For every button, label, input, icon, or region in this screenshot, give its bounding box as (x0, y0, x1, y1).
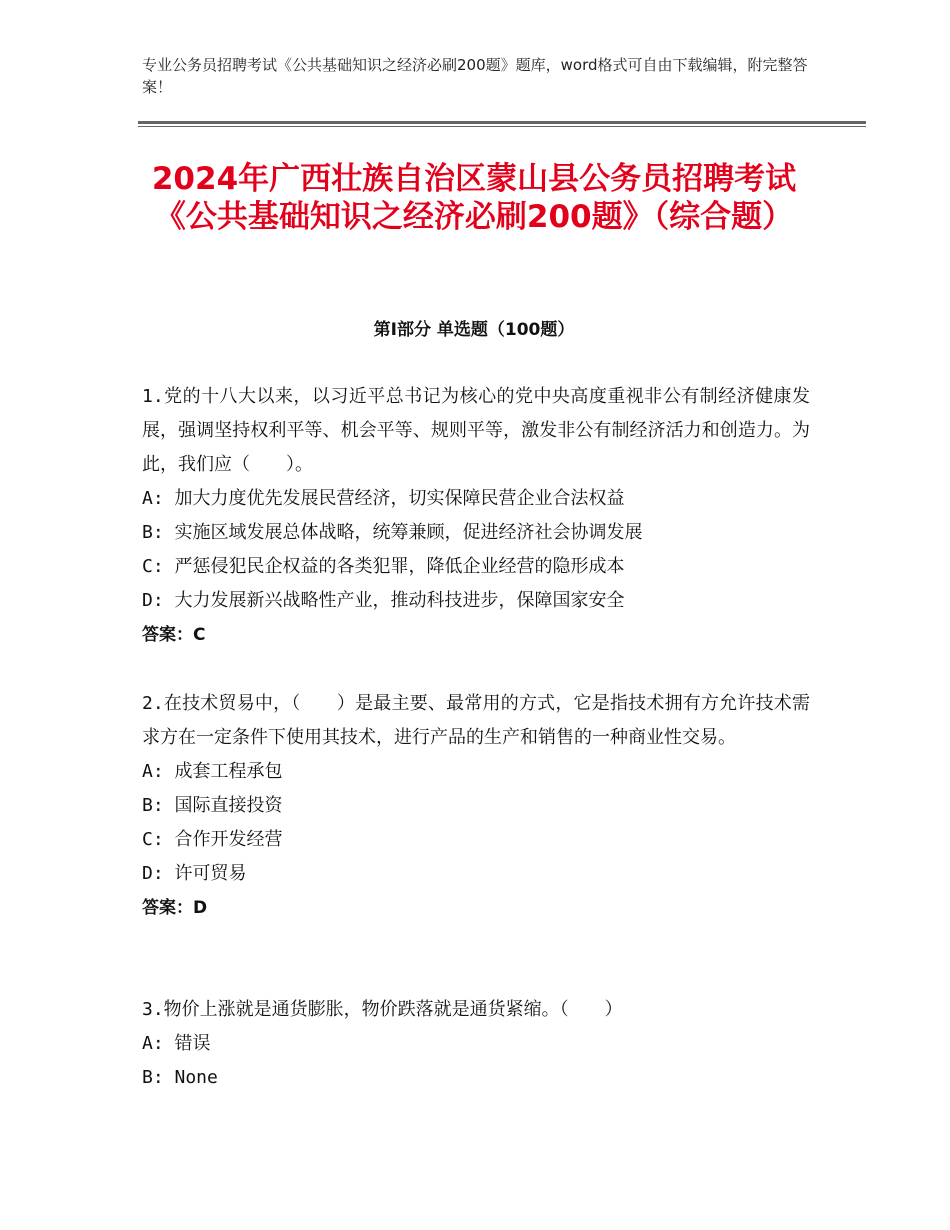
section-title: 第Ⅰ部分 单选题（100题） (373, 320, 575, 340)
question-2 (142, 687, 810, 925)
option-d: D: 许可贸易 (142, 863, 247, 884)
option-c: C: 合作开发经营 (142, 829, 283, 850)
header-rule-thick (138, 121, 866, 124)
option-a: A: 加大力度优先发展民营经济，切实保障民营企业合法权益 (142, 488, 625, 509)
option-b: B: 实施区域发展总体战略，统筹兼顾，促进经济社会协调发展 (142, 522, 643, 543)
option-b: B: None (142, 1067, 218, 1088)
answer: 答案：D (142, 898, 208, 918)
question-3 (142, 993, 810, 1095)
option-a: A: 错误 (142, 1033, 211, 1054)
question-stem: 1.党的十八大以来，以习近平总书记为核心的党中央高度重视非公有制经济健康发展，强调坚持权利平等、机会平等、规则平等，激发非公有制经济活力和创造力。为此，我们应（ ）。 (142, 386, 810, 475)
option-b: B: 国际直接投资 (142, 795, 283, 816)
question-stem: 3.物价上涨就是通货膨胀，物价跌落就是通货紧缩。（ ） (142, 999, 623, 1020)
header-rule-thin (138, 126, 866, 127)
question-1 (142, 380, 810, 652)
question-stem: 2.在技术贸易中，（ ）是最主要、最常用的方式，它是指技术拥有方允许技术需求方在一定条件下使用其技术，进行产品的生产和销售的一种商业性交易。 (142, 693, 810, 748)
answer: 答案：C (142, 625, 206, 645)
option-d: D: 大力发展新兴战略性产业，推动科技进步，保障国家安全 (142, 590, 625, 611)
option-c: C: 严惩侵犯民企权益的各类犯罪，降低企业经营的隐形成本 (142, 556, 625, 577)
document-title: 2024年广西壮族自治区蒙山县公务员招聘考试《公共基础知识之经济必刷200题》（综合题） (151, 161, 797, 235)
header-note: 专业公务员招聘考试《公共基础知识之经济必刷200题》题库，word格式可自由下载编辑，附完整答案！ (142, 56, 808, 96)
option-a: A: 成套工程承包 (142, 761, 283, 782)
